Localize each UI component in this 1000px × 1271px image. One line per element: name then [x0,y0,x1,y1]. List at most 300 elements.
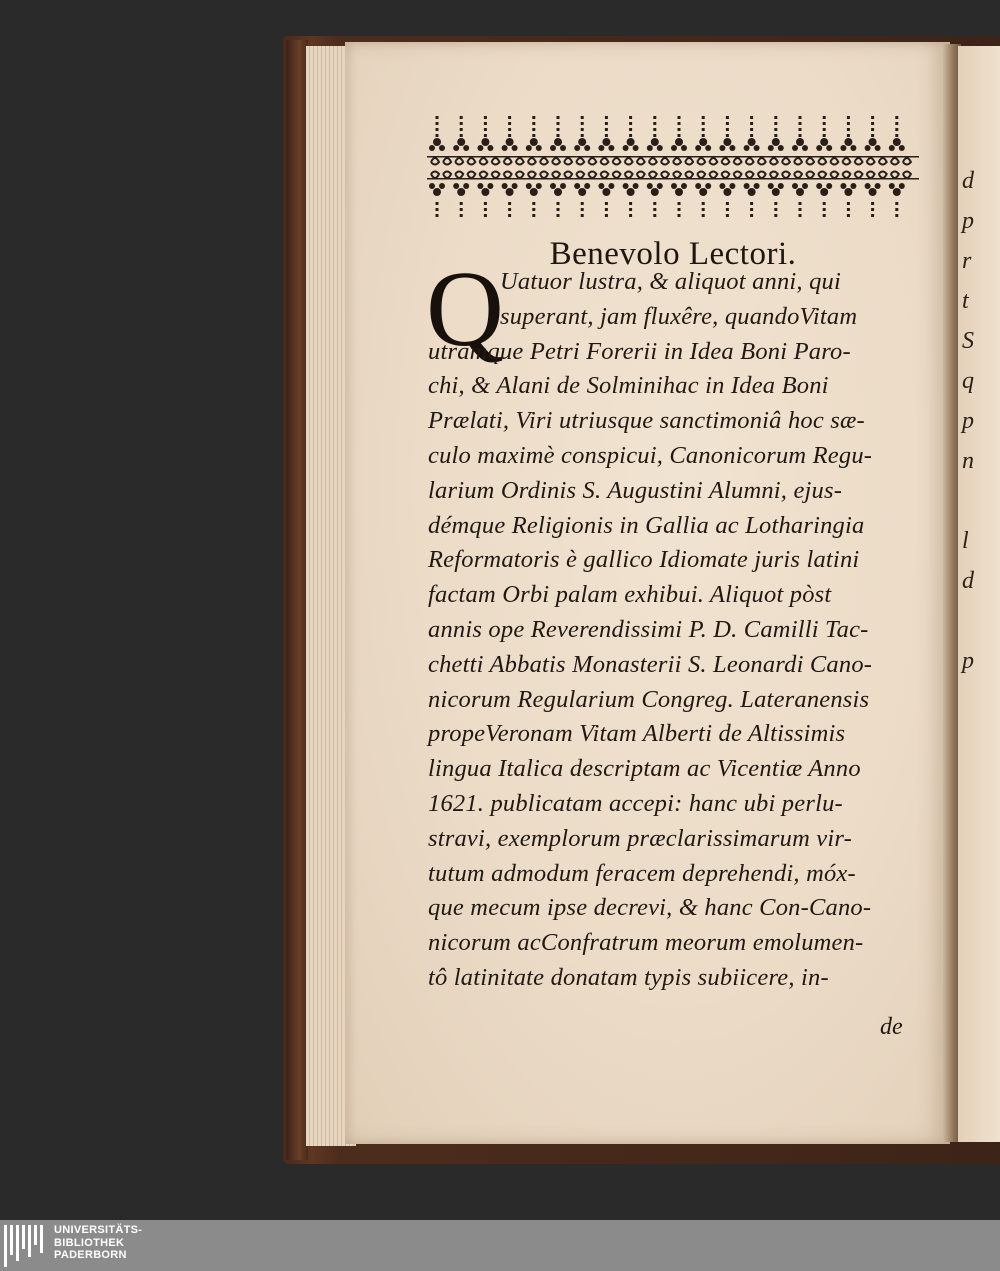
ornament-element [850,183,856,189]
facing-page-fragment: q [962,368,974,394]
ornament-element [823,208,826,211]
ornament-element [439,183,445,189]
ornament-element [651,188,659,196]
ornament-element [532,128,535,131]
ornament-element [536,145,542,151]
ornament-element [895,208,898,211]
ornament-element [823,134,826,137]
ornament-element [768,183,774,189]
ornament-element [823,128,826,131]
ornament-element [481,138,489,146]
ornament-element [508,202,511,205]
ornament-element [581,208,584,211]
text-line: 1621. publicatam accepi: hanc ubi perlu- [428,790,843,817]
ornament-element [891,158,899,165]
ornament-element [552,172,560,179]
ornament-element [671,145,677,151]
ornament-element [826,145,832,151]
ornament-element [847,214,850,217]
ornament-element [678,214,681,217]
ornament-element [748,188,756,196]
ornament-element [637,172,645,179]
ornament-element [627,138,635,146]
ornament-element [792,183,798,189]
ornament-element [770,172,778,179]
ornament-element [699,188,707,196]
ornament-element [623,183,629,189]
ornament-element [532,116,535,119]
facing-page-fragment: d [962,168,974,194]
ornament-element [600,172,608,179]
ornament-element [770,158,778,165]
text-line: larium Ordinis S. Augustini Alumni, ejus- [428,476,843,504]
ornament-element [823,122,826,125]
ornament-element [685,158,693,165]
ornament-element [508,134,511,137]
ornament-element [903,158,911,165]
ornament-element [540,172,548,179]
ornament-element [871,214,874,217]
ornament-element [702,214,705,217]
ornament-element [504,158,512,165]
text-line: lingua Italica descriptam ac Vicentiæ Anno [428,755,861,783]
ornament-element [802,145,808,151]
ornament-element [484,134,487,137]
ornament-element [816,145,822,151]
ornament-element [508,128,511,131]
ornament-element [697,172,705,179]
ornament-element [719,183,725,189]
ornament-element [564,172,572,179]
ornament-element [899,183,905,189]
ornament-element [891,172,899,179]
ornament-element [532,134,535,137]
ornament-element [699,138,707,146]
ornament-element [605,214,608,217]
ornament-element [734,172,742,179]
ornament-element [460,208,463,211]
ornament-element [436,214,439,217]
ornament-element [748,138,756,146]
ornament-element [806,158,814,165]
ornament-element [723,188,731,196]
text-line: propeVeronam Vitam Alberti de Altissimis [428,720,846,748]
ornament-element [484,122,487,125]
ornament-element [463,145,469,151]
ornament-element [844,188,852,196]
ornament-element [671,183,677,189]
library-name-line: UNIVERSITÄTS- [54,1224,143,1236]
ornament-element [427,178,919,180]
ornament-element [871,202,874,205]
facing-page-fragment: p [962,648,974,674]
ornament-element [504,172,512,179]
ornament-element [647,183,653,189]
ornament-element [657,183,663,189]
ornament-element [782,158,790,165]
ornament-element [871,116,874,119]
ornament-element [750,202,753,205]
ornament-element [875,183,881,189]
ornament-element [653,116,656,119]
ornament-element [867,172,875,179]
ornament-element [847,202,850,205]
ornament-element [516,172,524,179]
catchword: de [880,1014,903,1040]
ornament-element [895,128,898,131]
ornament-element [467,158,475,165]
ornament-element [842,172,850,179]
ornament-element [774,202,777,205]
ornament-element [778,145,784,151]
ornament-element [536,183,542,189]
ornament-element [455,158,463,165]
ornament-element [431,172,439,179]
ornament-element [508,214,511,217]
ornament-element [678,116,681,119]
ornament-element [436,122,439,125]
ornament-element [772,188,780,196]
ornament-element [842,158,850,165]
ornament-headpiece [427,112,919,222]
ornament-element [477,183,483,189]
facing-page-fragment: n [962,448,974,474]
ornament-element [895,122,898,125]
ornament-element [840,183,846,189]
ornament-element [557,116,560,119]
ornament-element [750,208,753,211]
ornament-element [484,208,487,211]
book-spine-edge [286,40,308,1160]
ornament-element [647,145,653,151]
text-line: factam Orbi palam exhibui. Aliquot pòst [428,581,832,609]
ornament-element [702,128,705,131]
ornament-element [629,128,632,131]
text-line: nicorum acConfratrum meorum emolumen- [428,929,864,957]
ornament-element [754,183,760,189]
ornament-element [726,116,729,119]
ornament-element [818,158,826,165]
ornament-element [600,158,608,165]
ornament-element [681,183,687,189]
facing-page-fragment: r [962,248,972,274]
ornament-element [653,202,656,205]
ornament-element [502,145,508,151]
ornament-element [581,116,584,119]
ornament-element [723,138,731,146]
ornament-element [758,158,766,165]
ornament-element [576,172,584,179]
ornament-element [602,188,610,196]
ornament-element [576,158,584,165]
ornament-element [678,202,681,205]
library-name [54,1224,142,1262]
library-name-line: BIBLIOTHEK [54,1236,125,1249]
facing-page-fragment: p [962,208,974,234]
ornament-element [605,202,608,205]
ornament-element [678,122,681,125]
ornament-element [721,172,729,179]
library-footer [0,1220,1000,1271]
ornament-element [540,158,548,165]
ornament-element [685,172,693,179]
ornament-element [481,188,489,196]
ornament-element [865,183,871,189]
ornament-element [899,145,905,151]
ornament-element [726,122,729,125]
text-line: Uatuor lustra, & aliquot anni, qui [500,268,841,295]
ornament-element [602,138,610,146]
facing-page-fragment: p [962,408,974,434]
ornament-element [443,172,451,179]
ornament-element [651,138,659,146]
ornament-element [477,145,483,151]
drop-cap: Q [426,250,504,369]
ornament-element [871,134,874,137]
library-logo-icon [4,1225,48,1267]
ornament-element [794,158,802,165]
ornament-element [623,145,629,151]
ornament-element [750,214,753,217]
ornament-element [871,128,874,131]
ornament-element [467,172,475,179]
ornament-element [823,116,826,119]
library-name-line: PADERBORN [54,1249,127,1261]
ornament-element [855,158,863,165]
ornament-element [530,138,538,146]
ornament-element [528,158,536,165]
ornament-element [436,134,439,137]
ornament-element [726,134,729,137]
ornament-element [893,188,901,196]
ornament-element [782,172,790,179]
ornament-element [629,116,632,119]
ornament-element [818,172,826,179]
ornament-element [554,188,562,196]
ornament-element [678,208,681,211]
ornament-element [746,172,754,179]
ornament-element [895,116,898,119]
text-line: utramque Petri Forerii in Idea Boni Paro- [428,337,851,365]
ornament-element [816,183,822,189]
ornament-element [484,214,487,217]
ornament-element [633,183,639,189]
ornament-element [847,128,850,131]
ornament-element [484,202,487,205]
ornament-element [516,158,524,165]
ornament-element [436,116,439,119]
text-line: Prælati, Viri utriusque sanctimoniâ hoc sæ- [428,407,865,435]
ornament-element [774,116,777,119]
ornament-element [460,202,463,205]
ornament-element [457,188,465,196]
text-line: Reformatoris è gallico Idiomate juris latini [428,546,860,574]
ornament-element [557,122,560,125]
ornament-element [605,122,608,125]
ornament-element [879,172,887,179]
ornament-element [799,128,802,131]
ornament-element [871,208,874,211]
ornament-element [702,202,705,205]
ornament-element [653,208,656,211]
ornament-element [578,138,586,146]
ornament-element [695,183,701,189]
ornament-element [865,145,871,151]
ornament-element [550,183,556,189]
text-line: culo maximè conspicui, Canonicorum Regu- [428,442,873,469]
ornament-element [847,134,850,137]
ornament-element [744,145,750,151]
ornament-element [629,214,632,217]
facing-page-fragment: t [962,288,969,314]
ornament-element [487,183,493,189]
ornament-element [512,183,518,189]
ornament-element [605,134,608,137]
ornament-element [653,128,656,131]
ornament-element [726,214,729,217]
ornament-element [554,138,562,146]
ornament-element [508,208,511,211]
ornament-element [681,145,687,151]
ornament-element [653,134,656,137]
ornament-element [530,188,538,196]
ornament-element [526,145,532,151]
ornament-element [443,158,451,165]
ornament-element [734,158,742,165]
ornament-element [820,188,828,196]
ornament-element [479,158,487,165]
text-line: nicorum Regularium Congreg. Lateranensis [428,685,870,713]
page-title: Benevolo Lectori. [549,236,797,272]
ornament-element [613,172,621,179]
ornament-element [792,145,798,151]
ornament-element [487,145,493,151]
ornament-element [774,134,777,137]
ornament-element [806,172,814,179]
text-line: démque Religionis in Gallia ac Lotharingia [428,511,865,539]
ornament-element [598,145,604,151]
ornament-element [484,116,487,119]
ornament-element [574,183,580,189]
ornament-element [427,156,919,158]
ornament-element [608,145,614,151]
ornament-element [709,158,717,165]
ornament-element [847,208,850,211]
ornament-element [588,172,596,179]
ornament-element [433,138,441,146]
ornament-element [778,183,784,189]
text-line: que mecum ipse decrevi, & hanc Con-Cano- [428,894,872,922]
text-line: annis ope Reverendissimi P. D. Camilli Tac- [428,616,869,643]
ornament-element [557,208,560,211]
ornament-element [581,128,584,131]
ornament-element [695,145,701,151]
ornament-element [702,116,705,119]
ornament-element [627,188,635,196]
ornament-element [869,188,877,196]
ornament-element [903,172,911,179]
ornament-element [557,128,560,131]
ornament-element [625,172,633,179]
ornament-element [823,214,826,217]
ornament-element [799,122,802,125]
ornament-element [512,145,518,151]
ornament-element [492,158,500,165]
ornament-element [869,138,877,146]
ornament-element [702,134,705,137]
ornament-element [768,145,774,151]
ornament-element [455,172,463,179]
ornament-element [460,116,463,119]
ornament-element [463,183,469,189]
ornament-element [608,183,614,189]
ornament-element [439,145,445,151]
facing-page-fragment: S [962,328,974,354]
ornament-element [705,145,711,151]
ornament-element [726,128,729,131]
ornament-element [867,158,875,165]
ornament-element [847,122,850,125]
ornament-element [552,158,560,165]
facing-page-fragment: d [962,568,974,594]
ornament-element [436,208,439,211]
ornament-element [532,202,535,205]
ornament-element [598,183,604,189]
ornament-element [799,208,802,211]
ornament-element [429,145,435,151]
ornament-element [871,122,874,125]
ornament-element [460,134,463,137]
ornament-element [508,122,511,125]
ornament-element [875,145,881,151]
ornament-element [750,116,753,119]
ornament-element [678,134,681,137]
ornament-element [457,138,465,146]
ornament-element [799,202,802,205]
ornament-element [433,188,441,196]
ornament-element [557,134,560,137]
ornament-element [820,138,828,146]
ornament-element [605,208,608,211]
ornament-element [709,172,717,179]
ornament-element [657,145,663,151]
ornament-element [584,183,590,189]
ornament-element [772,138,780,146]
ornament-element [726,208,729,211]
ornament-element [879,158,887,165]
ornament-element [774,208,777,211]
ornament-element [799,214,802,217]
ornament-element [889,145,895,151]
ornament-element [844,138,852,146]
ornament-element [578,188,586,196]
text-line: superant, jam fluxêre, quandoVitam [500,302,858,330]
ornament-element [678,128,681,131]
ornament-element [581,202,584,205]
ornament-element [796,138,804,146]
ornament-element [637,158,645,165]
ornament-element [436,202,439,205]
ornament-element [855,172,863,179]
ornament-element [673,172,681,179]
text-line: tô latinitate donatam typis subiicere, in- [428,964,829,991]
ornament-element [532,122,535,125]
ornament-element [653,122,656,125]
ornament-element [629,122,632,125]
ornament-element [675,188,683,196]
ornament-element [702,208,705,211]
ornament-element [574,145,580,151]
